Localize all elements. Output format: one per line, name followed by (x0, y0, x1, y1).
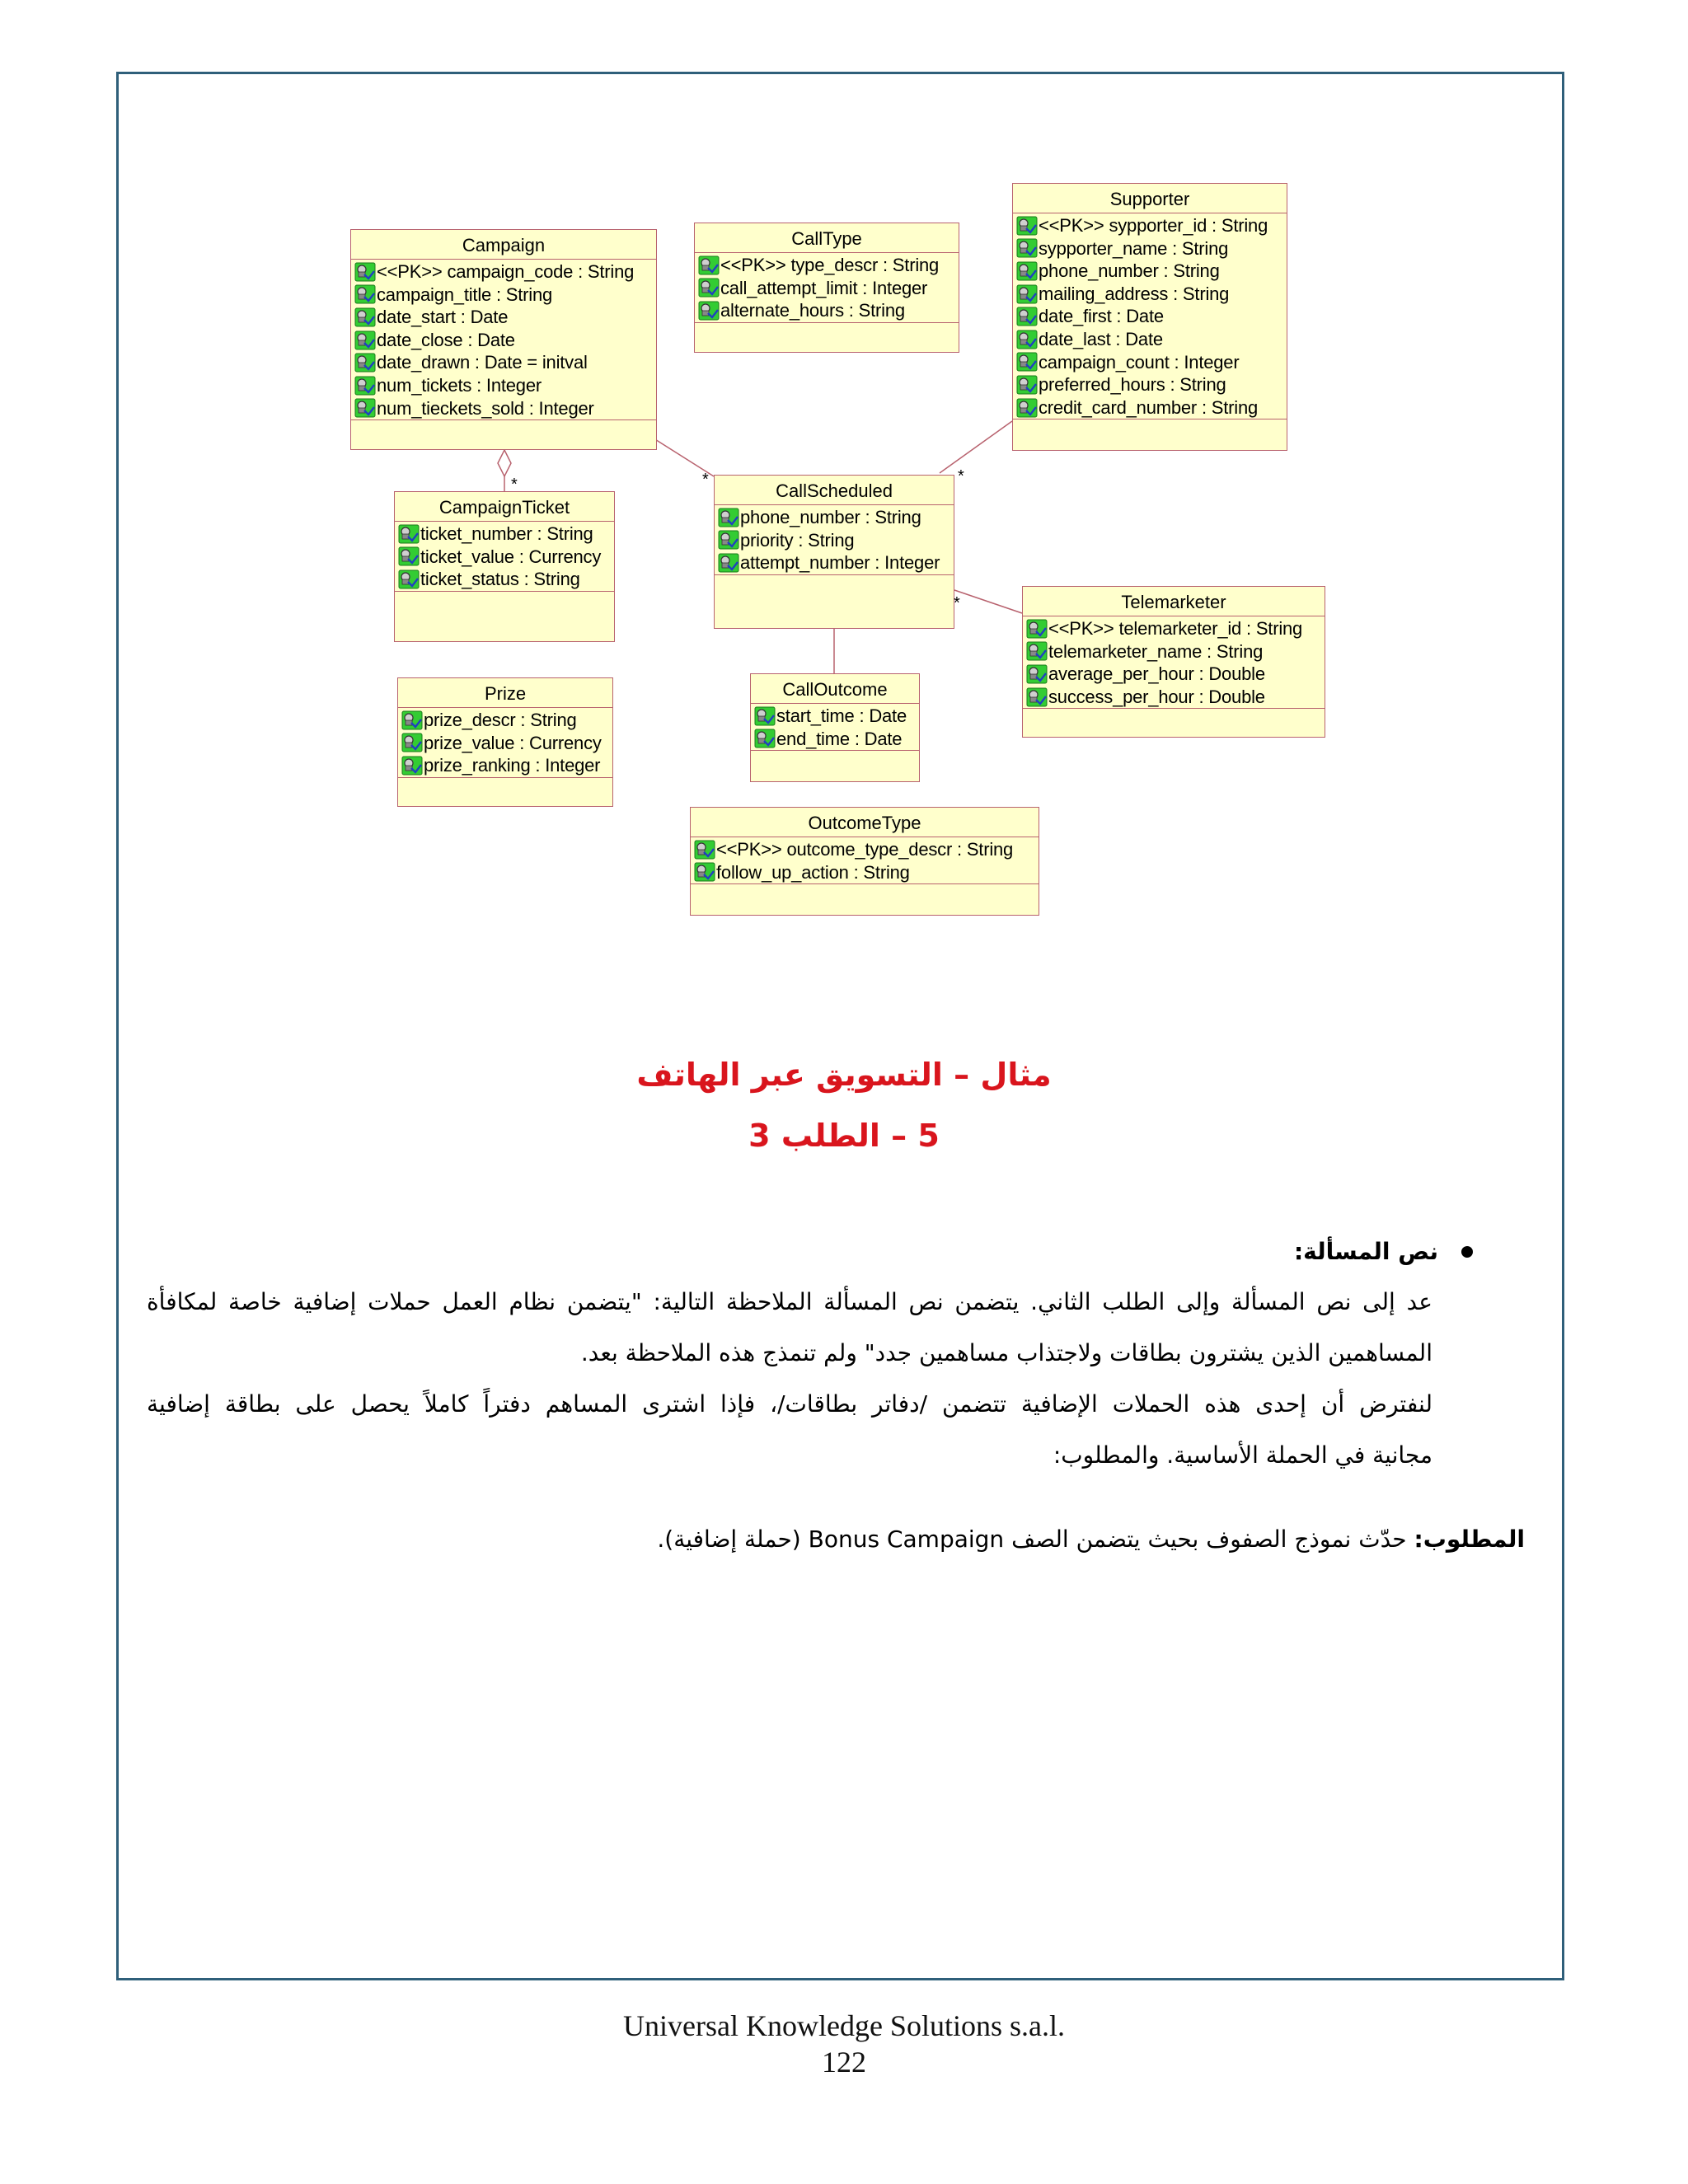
uml-class-diagram (0, 0, 1688, 931)
class-attribute (398, 523, 614, 546)
class-attribute (754, 705, 919, 728)
class-attribute (694, 838, 1039, 861)
attribute-list (398, 708, 612, 778)
attribute-text: follow_up_action : String (716, 861, 910, 883)
attribute-text: ticket_number : String (420, 523, 593, 544)
attribute-text: start_time : Date (776, 705, 907, 726)
attribute-text: preferred_hours : String (1039, 374, 1226, 396)
assoc-telemarketer-callscheduled (954, 590, 1022, 613)
class-name: CampaignTicket (395, 492, 614, 522)
attribute-visibility-icon (754, 729, 776, 748)
class-campaignticket[interactable] (394, 491, 615, 642)
class-attribute (1016, 328, 1287, 351)
problem-paragraph-1-line-2: المساهمين الذين يشترون بطاقات ولاجتذاب مساهمين جدد" ولم تنمذج هذه الملاحظة بعد. (580, 1339, 1432, 1366)
problem-heading: نص المسألة: (1293, 1238, 1438, 1265)
attribute-text: end_time : Date (776, 728, 903, 749)
attribute-text: num_tickets : Integer (377, 374, 542, 396)
problem-paragraph-2-line-1: لنفترض أن إحدى هذه الحملات الإضافية تتضمن /دفاتر بطاقات/، فإذا اشترى المساهم دفتراً كاملاً يحصل على بطاقة إضافية (147, 1390, 1432, 1418)
attribute-visibility-icon (1016, 398, 1038, 418)
attribute-list (351, 260, 656, 420)
attribute-visibility-icon (698, 255, 720, 275)
class-attribute (354, 306, 656, 329)
class-attribute (1016, 351, 1287, 374)
class-attribute (354, 374, 656, 397)
class-attribute (1016, 283, 1287, 306)
attribute-visibility-icon (354, 262, 376, 282)
operation-list (395, 592, 614, 608)
attribute-visibility-icon (718, 530, 739, 550)
attribute-text: attempt_number : Integer (740, 552, 940, 574)
attribute-visibility-icon (354, 284, 376, 304)
footer-company: Universal Knowledge Solutions s.a.l. (623, 2009, 1065, 2042)
attribute-text: prize_descr : String (424, 710, 577, 730)
multiplicity-scheduled-campaign: * (702, 471, 709, 489)
attribute-visibility-icon (398, 546, 420, 566)
attribute-text: success_per_hour : Double (1048, 686, 1265, 707)
class-attribute (401, 732, 612, 755)
association-lines (0, 0, 1688, 931)
attribute-text: call_attempt_limit : Integer (720, 277, 928, 298)
attribute-visibility-icon (1016, 330, 1038, 349)
attribute-text: phone_number : String (1039, 260, 1220, 282)
attribute-text: <<PK>> telemarketer_id : String (1048, 618, 1303, 639)
class-attribute (1016, 305, 1287, 328)
attribute-list (695, 253, 959, 323)
attribute-visibility-icon (401, 733, 423, 752)
attribute-visibility-icon (354, 330, 376, 350)
attribute-text: date_close : Date (377, 329, 515, 350)
class-attribute (398, 568, 614, 591)
attribute-list (691, 837, 1039, 884)
class-attribute (354, 260, 656, 284)
attribute-text: ticket_status : String (420, 569, 580, 590)
attribute-visibility-icon (354, 376, 376, 396)
attribute-text: phone_number : String (740, 507, 921, 527)
attribute-visibility-icon (354, 307, 376, 327)
attribute-visibility-icon (398, 524, 420, 544)
class-prize[interactable] (397, 677, 613, 807)
class-attribute (1026, 686, 1325, 709)
attribute-visibility-icon (698, 278, 720, 298)
attribute-list (751, 704, 919, 751)
attribute-visibility-icon (354, 398, 376, 418)
operation-list (1013, 419, 1287, 436)
attribute-visibility-icon (354, 353, 376, 373)
class-attribute (354, 397, 656, 420)
requirement-title: 5 – الطلب 3 (748, 1118, 940, 1154)
attribute-visibility-icon (1026, 687, 1048, 707)
attribute-text: date_first : Date (1039, 306, 1164, 327)
attribute-text: prize_ranking : Integer (424, 755, 601, 776)
class-attribute (401, 709, 612, 732)
class-supporter[interactable] (1012, 183, 1287, 451)
attribute-list (715, 505, 954, 575)
class-name: CallScheduled (715, 476, 954, 505)
attribute-visibility-icon (1016, 307, 1038, 326)
class-attribute (1016, 373, 1287, 396)
attribute-text: <<PK>> outcome_type_descr : String (716, 839, 1014, 860)
attribute-visibility-icon (1016, 238, 1038, 258)
attribute-visibility-icon (694, 840, 715, 860)
attribute-visibility-icon (754, 706, 776, 726)
attribute-text: telemarketer_name : String (1048, 640, 1264, 662)
multiplicity-scheduled-telemarketer: * (954, 594, 960, 612)
class-attribute (1016, 214, 1287, 237)
problem-paragraph-2-line-2: مجانية في الحملة الأساسية. والمطلوب: (1053, 1441, 1432, 1469)
problem-paragraph-1-line-1: عد إلى نص المسألة وإلى الطلب الثاني. يتضمن نص المسألة الملاحظة التالية: "يتضمن نظام العمل حملات إضافية خاصة لمكافأة (147, 1288, 1432, 1315)
operation-list (1023, 709, 1325, 725)
class-attribute (1026, 617, 1325, 640)
operation-list (751, 751, 919, 767)
class-attribute (718, 551, 954, 574)
class-attribute (718, 529, 954, 552)
attribute-visibility-icon (1016, 261, 1038, 281)
operation-list (398, 778, 612, 794)
attribute-visibility-icon (401, 710, 423, 730)
class-attribute (398, 546, 614, 569)
class-name: Telemarketer (1023, 587, 1325, 616)
attribute-text: mailing_address : String (1039, 283, 1230, 304)
class-name: Campaign (351, 230, 656, 260)
multiplicity-scheduled-supporter: * (958, 467, 964, 485)
class-attribute (354, 284, 656, 307)
attribute-text: ticket_value : Currency (420, 546, 602, 567)
operation-list (351, 420, 656, 437)
attribute-list (1013, 213, 1287, 419)
operation-list (691, 884, 1039, 901)
class-attribute (354, 351, 656, 374)
class-outcometype[interactable] (690, 807, 1039, 916)
attribute-list (395, 522, 614, 592)
attribute-visibility-icon (1026, 641, 1048, 661)
attribute-visibility-icon (718, 553, 739, 573)
operation-list (715, 575, 954, 592)
attribute-text: date_last : Date (1039, 328, 1163, 349)
aggregation-diamond (498, 450, 511, 476)
attribute-visibility-icon (1016, 375, 1038, 395)
class-calloutcome[interactable] (750, 673, 920, 782)
class-attribute (1026, 663, 1325, 686)
class-attribute (694, 861, 1039, 884)
attribute-text: date_start : Date (377, 307, 509, 328)
attribute-text: average_per_hour : Double (1048, 663, 1265, 685)
attribute-text: alternate_hours : String (720, 300, 905, 321)
attribute-visibility-icon (694, 862, 715, 882)
attribute-visibility-icon (1016, 352, 1038, 372)
class-attribute (1026, 640, 1325, 663)
requirement-text: حدّث نموذج الصفوف بحيث يتضمن الصف Bonus Campaign (حملة إضافية). (657, 1526, 1414, 1553)
attribute-text: num_tieckets_sold : Integer (377, 397, 594, 419)
class-attribute (401, 754, 612, 777)
class-telemarketer[interactable] (1022, 586, 1325, 738)
attribute-visibility-icon (698, 301, 720, 321)
attribute-text: date_drawn : Date = initval (377, 352, 588, 373)
class-callscheduled[interactable] (714, 475, 954, 629)
attribute-text: priority : String (740, 529, 855, 551)
class-attribute (718, 506, 954, 529)
class-attribute (754, 728, 919, 751)
attribute-visibility-icon (1026, 664, 1048, 684)
class-campaign[interactable] (350, 229, 657, 450)
class-attribute (354, 329, 656, 352)
attribute-visibility-icon (398, 569, 420, 589)
class-name: CallOutcome (751, 674, 919, 704)
class-name: Supporter (1013, 184, 1287, 213)
assoc-supporter-callscheduled (940, 421, 1012, 473)
class-attribute (698, 254, 959, 277)
requirement-label: المطلوب: (1414, 1526, 1525, 1553)
class-attribute (698, 277, 959, 300)
class-name: Prize (398, 678, 612, 708)
example-title: مثال – التسويق عبر الهاتف (636, 1057, 1052, 1093)
attribute-text: campaign_title : String (377, 284, 553, 305)
attribute-visibility-icon (1016, 284, 1038, 304)
requirement-statement (657, 1523, 1525, 1556)
attribute-list (1023, 616, 1325, 709)
attribute-visibility-icon (1026, 619, 1048, 639)
footer-page-number: 122 (822, 2046, 866, 2079)
attribute-visibility-icon (1016, 216, 1038, 236)
attribute-text: prize_value : Currency (424, 732, 602, 753)
attribute-text: <<PK>> sypporter_id : String (1039, 215, 1268, 236)
attribute-text: sypporter_name : String (1039, 237, 1229, 259)
class-attribute (1016, 260, 1287, 283)
multiplicity-campaign-ticket: * (511, 476, 518, 494)
attribute-visibility-icon (401, 756, 423, 776)
class-name: CallType (695, 223, 959, 253)
attribute-text: campaign_count : Integer (1039, 351, 1240, 373)
attribute-visibility-icon (718, 508, 739, 527)
attribute-text: <<PK>> campaign_code : String (377, 261, 635, 282)
class-attribute (1016, 396, 1287, 419)
bullet-icon (1461, 1246, 1473, 1258)
class-calltype[interactable] (694, 223, 959, 353)
attribute-text: credit_card_number : String (1039, 396, 1259, 418)
class-name: OutcomeType (691, 808, 1039, 837)
operation-list (695, 323, 959, 340)
class-attribute (1016, 237, 1287, 260)
attribute-text: <<PK>> type_descr : String (720, 255, 940, 275)
class-attribute (698, 299, 959, 322)
